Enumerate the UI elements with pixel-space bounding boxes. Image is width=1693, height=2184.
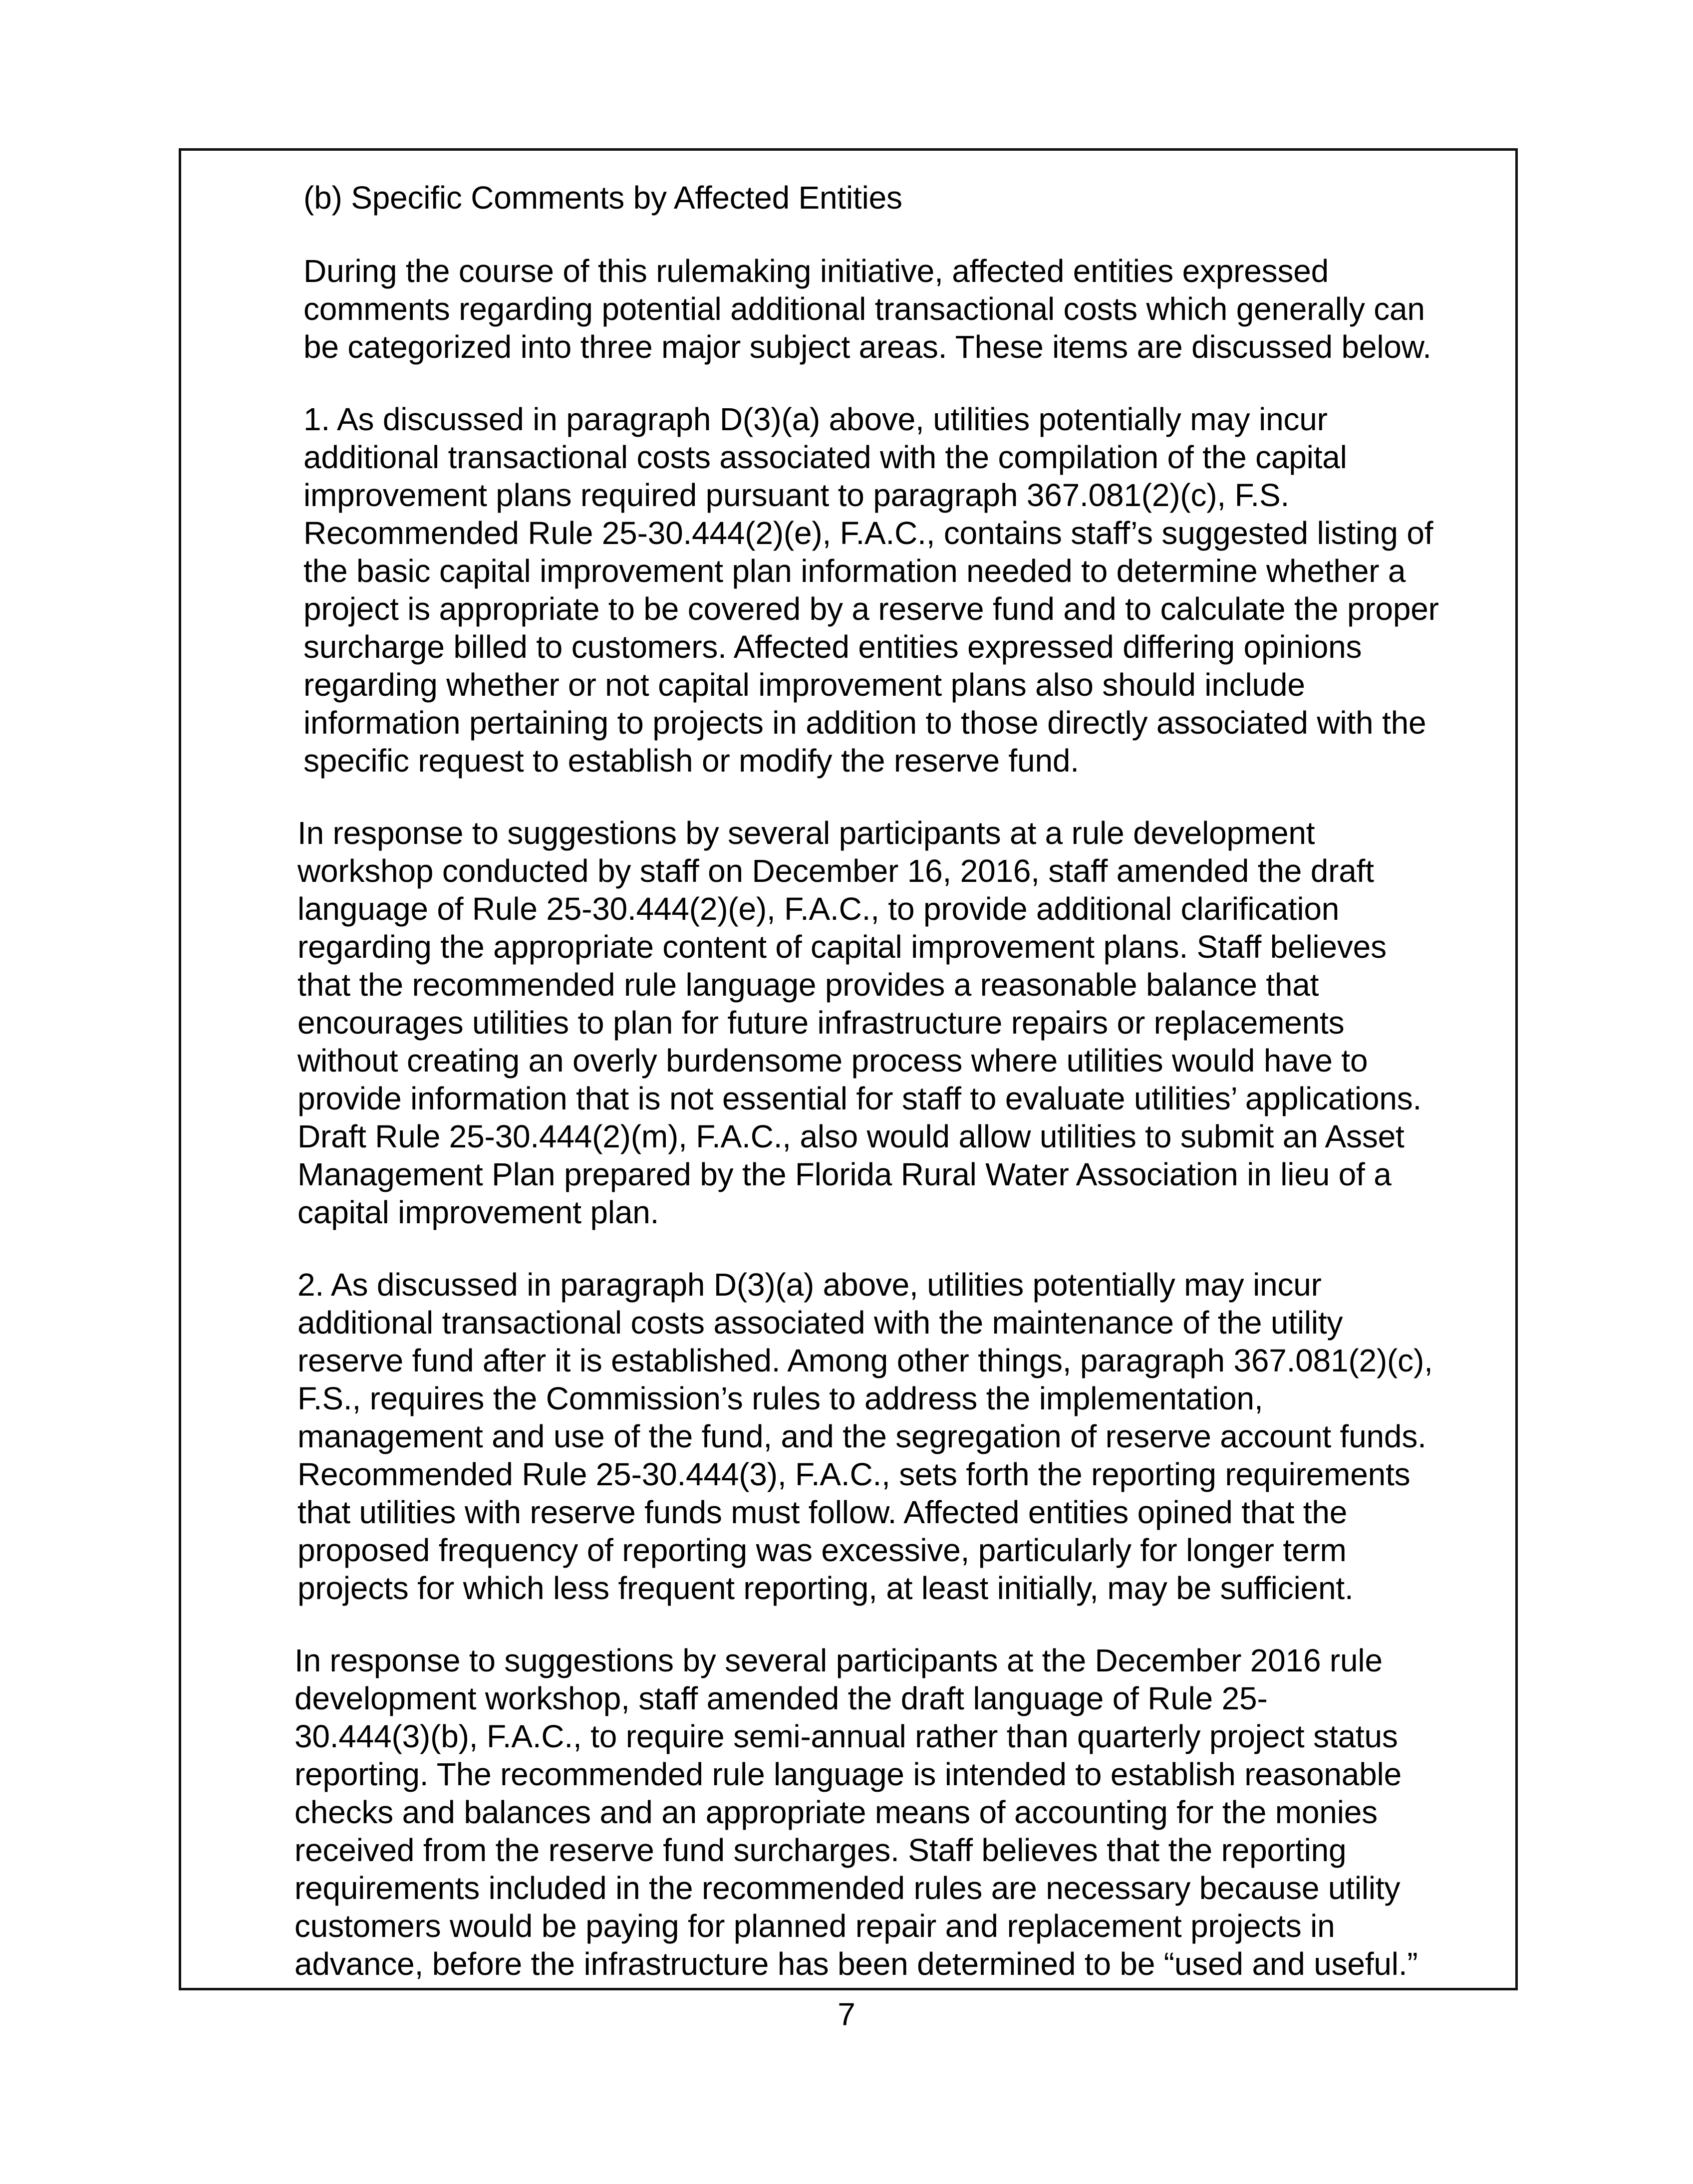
text-line: development workshop, staff amended the draft language of Rule 25- (294, 1680, 1268, 1716)
text-line: without creating an overly burdensome process where utilities would have to (297, 1043, 1368, 1079)
paragraph-response-1 (297, 814, 1501, 1231)
text-line: projects for which less frequent reporting, at least initially, may be sufficient. (297, 1570, 1354, 1606)
text-line: requirements included in the recommended rules are necessary because utility (294, 1870, 1401, 1906)
text-line: specific request to establish or modify the reserve fund. (303, 743, 1079, 779)
text-line: regarding whether or not capital improvement plans also should include (303, 667, 1305, 703)
text-line: surcharge billed to customers. Affected entities expressed differing opinions (303, 629, 1362, 665)
text-line: Draft Rule 25-30.444(2)(m), F.A.C., also would allow utilities to submit an Asset (297, 1118, 1405, 1154)
text-line: regarding the appropriate content of capital improvement plans. Staff believes (297, 929, 1387, 965)
text-line: 1. As discussed in paragraph D(3)(a) above, utilities potentially may incur (303, 401, 1328, 437)
text-line: improvement plans required pursuant to paragraph 367.081(2)(c), F.S. (303, 477, 1290, 513)
text-line: During the course of this rulemaking initiative, affected entities expressed (303, 253, 1329, 289)
text-line: 30.444(3)(b), F.A.C., to require semi-annual rather than quarterly project status (294, 1718, 1398, 1754)
text-line: management and use of the fund, and the segregation of reserve account funds. (297, 1418, 1426, 1454)
paragraph-response-2 (294, 1641, 1501, 1983)
text-line: information pertaining to projects in addition to those directly associated with the (303, 705, 1426, 741)
text-line: project is appropriate to be covered by a reserve fund and to calculate the proper (303, 591, 1439, 627)
text-line: In response to suggestions by several participants at the December 2016 rule (294, 1642, 1383, 1678)
text-line: Management Plan prepared by the Florida Rural Water Association in lieu of a (297, 1156, 1392, 1192)
text-line: workshop conducted by staff on December 16, 2016, staff amended the draft (297, 853, 1374, 889)
paragraph-item-1 (303, 400, 1501, 780)
text-line: 2. As discussed in paragraph D(3)(a) above, utilities potentially may incur (297, 1267, 1322, 1303)
text-line: reserve fund after it is established. Among other things, paragraph 367.081(2)(c), (297, 1343, 1433, 1378)
text-line: that the recommended rule language provides a reasonable balance that (297, 967, 1319, 1003)
text-line: that utilities with reserve funds must follow. Affected entities opined that the (297, 1494, 1348, 1530)
box-content (294, 179, 1501, 2017)
text-line: reporting. The recommended rule language is intended to establish reasonable (294, 1756, 1402, 1792)
text-line: capital improvement plan. (297, 1194, 659, 1230)
text-line: language of Rule 25-30.444(2)(e), F.A.C., to provide additional clarification (297, 891, 1340, 927)
text-line: additional transactional costs associated with the maintenance of the utility (297, 1305, 1343, 1341)
text-line: advance, before the infrastructure has been determined to be “used and useful.” (294, 1946, 1418, 1982)
section-heading: (b) Specific Comments by Affected Entities (303, 180, 902, 216)
text-line: In response to suggestions by several participants at a rule development (297, 815, 1315, 851)
text-line: received from the reserve fund surcharges. Staff believes that the reporting (294, 1832, 1347, 1868)
text-line: encourages utilities to plan for future infrastructure repairs or replacements (297, 1005, 1345, 1041)
text-line: customers would be paying for planned repair and replacement projects in (294, 1908, 1335, 1944)
text-line: additional transactional costs associated with the compilation of the capital (303, 439, 1347, 475)
text-line: F.S., requires the Commission’s rules to address the implementation, (297, 1380, 1263, 1416)
paragraph-item-2 (297, 1266, 1501, 1607)
text-line: the basic capital improvement plan information needed to determine whether a (303, 553, 1406, 589)
bordered-text-box (179, 148, 1518, 1990)
text-line: provide information that is not essential for staff to evaluate utilities’ applications. (297, 1081, 1422, 1116)
text-line: proposed frequency of reporting was excessive, particularly for longer term (297, 1532, 1347, 1568)
text-line: be categorized into three major subject areas. These items are discussed below. (303, 329, 1431, 365)
text-line: Recommended Rule 25-30.444(3), F.A.C., sets forth the reporting requirements (297, 1456, 1411, 1492)
text-line: comments regarding potential additional transactional costs which generally can (303, 291, 1425, 327)
page-number: 7 (838, 1996, 855, 2032)
text-line: checks and balances and an appropriate means of accounting for the monies (294, 1794, 1378, 1830)
paragraph-intro (303, 252, 1501, 366)
text-line: Recommended Rule 25-30.444(2)(e), F.A.C., contains staff’s suggested listing of (303, 515, 1433, 551)
